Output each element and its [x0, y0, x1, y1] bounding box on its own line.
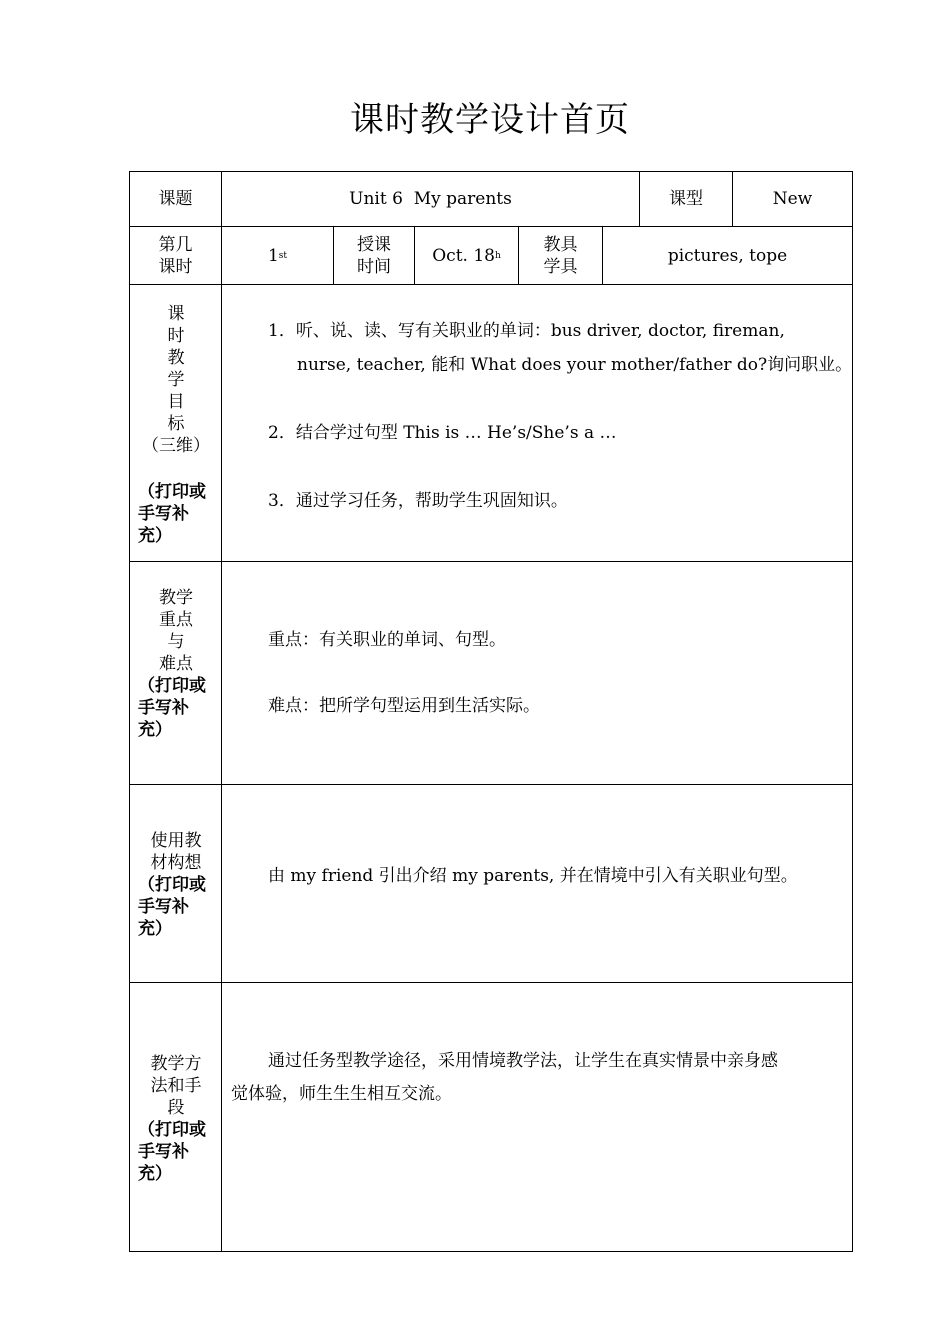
- aids-label-line: 教具: [543, 234, 578, 255]
- key-points-label-line: 难点: [159, 654, 193, 674]
- objectives-label: [130, 303, 222, 547]
- methods-note-line: 手写补: [138, 1142, 189, 1162]
- type-label: 课型: [669, 189, 703, 209]
- type-value: New: [772, 189, 813, 209]
- objective-item-1: 1．听、说、读、写有关职业的单词：bus driver, doctor, fireman,: [268, 321, 785, 341]
- key-difficulty: 难点：把所学句型运用到生活实际。: [268, 696, 540, 716]
- objectives-label-sub: （三维）: [142, 436, 210, 456]
- time-value: Oct. 18 h: [432, 245, 501, 266]
- materials-note-line: 手写补: [138, 897, 189, 917]
- objective-item-2: 2．结合学过句型 This is … He’s/She’s a …: [268, 423, 617, 443]
- methods-label: [130, 1053, 222, 1185]
- objectives-label-char: 标: [167, 414, 185, 434]
- aids-label-line: 学具: [543, 256, 578, 277]
- key-points-note-line: 手写补: [138, 698, 189, 718]
- row-divider: [129, 784, 853, 785]
- materials-label-line: 材构想: [150, 853, 202, 873]
- key-points-label-line: 教学: [159, 588, 193, 608]
- key-points-label-line: 与: [167, 632, 185, 652]
- period-label: [130, 227, 221, 284]
- materials-note-line: 充）: [138, 919, 172, 939]
- materials-label-line: 使用教: [150, 831, 202, 851]
- time-date: Oct. 18: [432, 245, 495, 266]
- time-label-line: 授课: [357, 234, 391, 255]
- key-focus: 重点：有关职业的单词、句型。: [268, 630, 506, 650]
- key-points-note-line: 充）: [138, 720, 172, 740]
- topic-value: Unit 6 My parents: [349, 189, 512, 209]
- methods-label-line: 段: [167, 1098, 185, 1118]
- row-divider: [129, 982, 853, 983]
- time-label-line: 时间: [357, 256, 391, 277]
- row-divider: [129, 284, 853, 285]
- objectives-label-char: 教: [167, 348, 185, 368]
- time-label: [334, 227, 414, 284]
- topic-label: 课题: [158, 189, 193, 209]
- aids-value: pictures, tope: [667, 245, 788, 266]
- key-points-label-line: 重点: [159, 610, 193, 630]
- page-title: 课时教学设计首页: [350, 100, 630, 140]
- period-number: 1: [267, 245, 279, 266]
- methods-note-line: （打印或: [138, 1120, 206, 1140]
- objectives-label-char: 学: [167, 370, 185, 390]
- objectives-label-char: 目: [167, 392, 185, 412]
- key-points-label: [130, 587, 222, 741]
- methods-label-line: 教学方: [150, 1054, 202, 1074]
- objective-item-3: 3．通过学习任务，帮助学生巩固知识。: [268, 491, 568, 511]
- objectives-label-char: 课: [167, 304, 185, 324]
- materials-label: [130, 830, 222, 940]
- objectives-note-line: 手写补: [138, 504, 189, 524]
- row-divider: [129, 561, 853, 562]
- objective-item-1-cont: nurse, teacher, 能和 What does your mother/father do?询问职业。: [297, 355, 853, 375]
- methods-text-line: 觉体验，师生生生相互交流。: [231, 1084, 452, 1104]
- objectives-label-char: 时: [167, 326, 185, 346]
- key-points-note-line: （打印或: [138, 676, 206, 696]
- methods-label-line: 法和手: [150, 1076, 202, 1096]
- methods-text-line: 通过任务型教学途径，采用情境教学法，让学生在真实情景中亲身感: [268, 1051, 778, 1071]
- period-value: 1 st: [267, 245, 288, 266]
- materials-text: 由 my friend 引出介绍 my parents, 并在情境中引入有关职业句型。: [268, 866, 798, 886]
- aids-label: [519, 227, 602, 284]
- period-label-line: 第几: [158, 234, 193, 255]
- materials-note-line: （打印或: [138, 875, 206, 895]
- methods-note-line: 充）: [138, 1164, 172, 1184]
- period-label-line: 课时: [158, 256, 193, 277]
- objectives-note-line: （打印或: [138, 482, 206, 502]
- objectives-note-line: 充）: [138, 526, 172, 546]
